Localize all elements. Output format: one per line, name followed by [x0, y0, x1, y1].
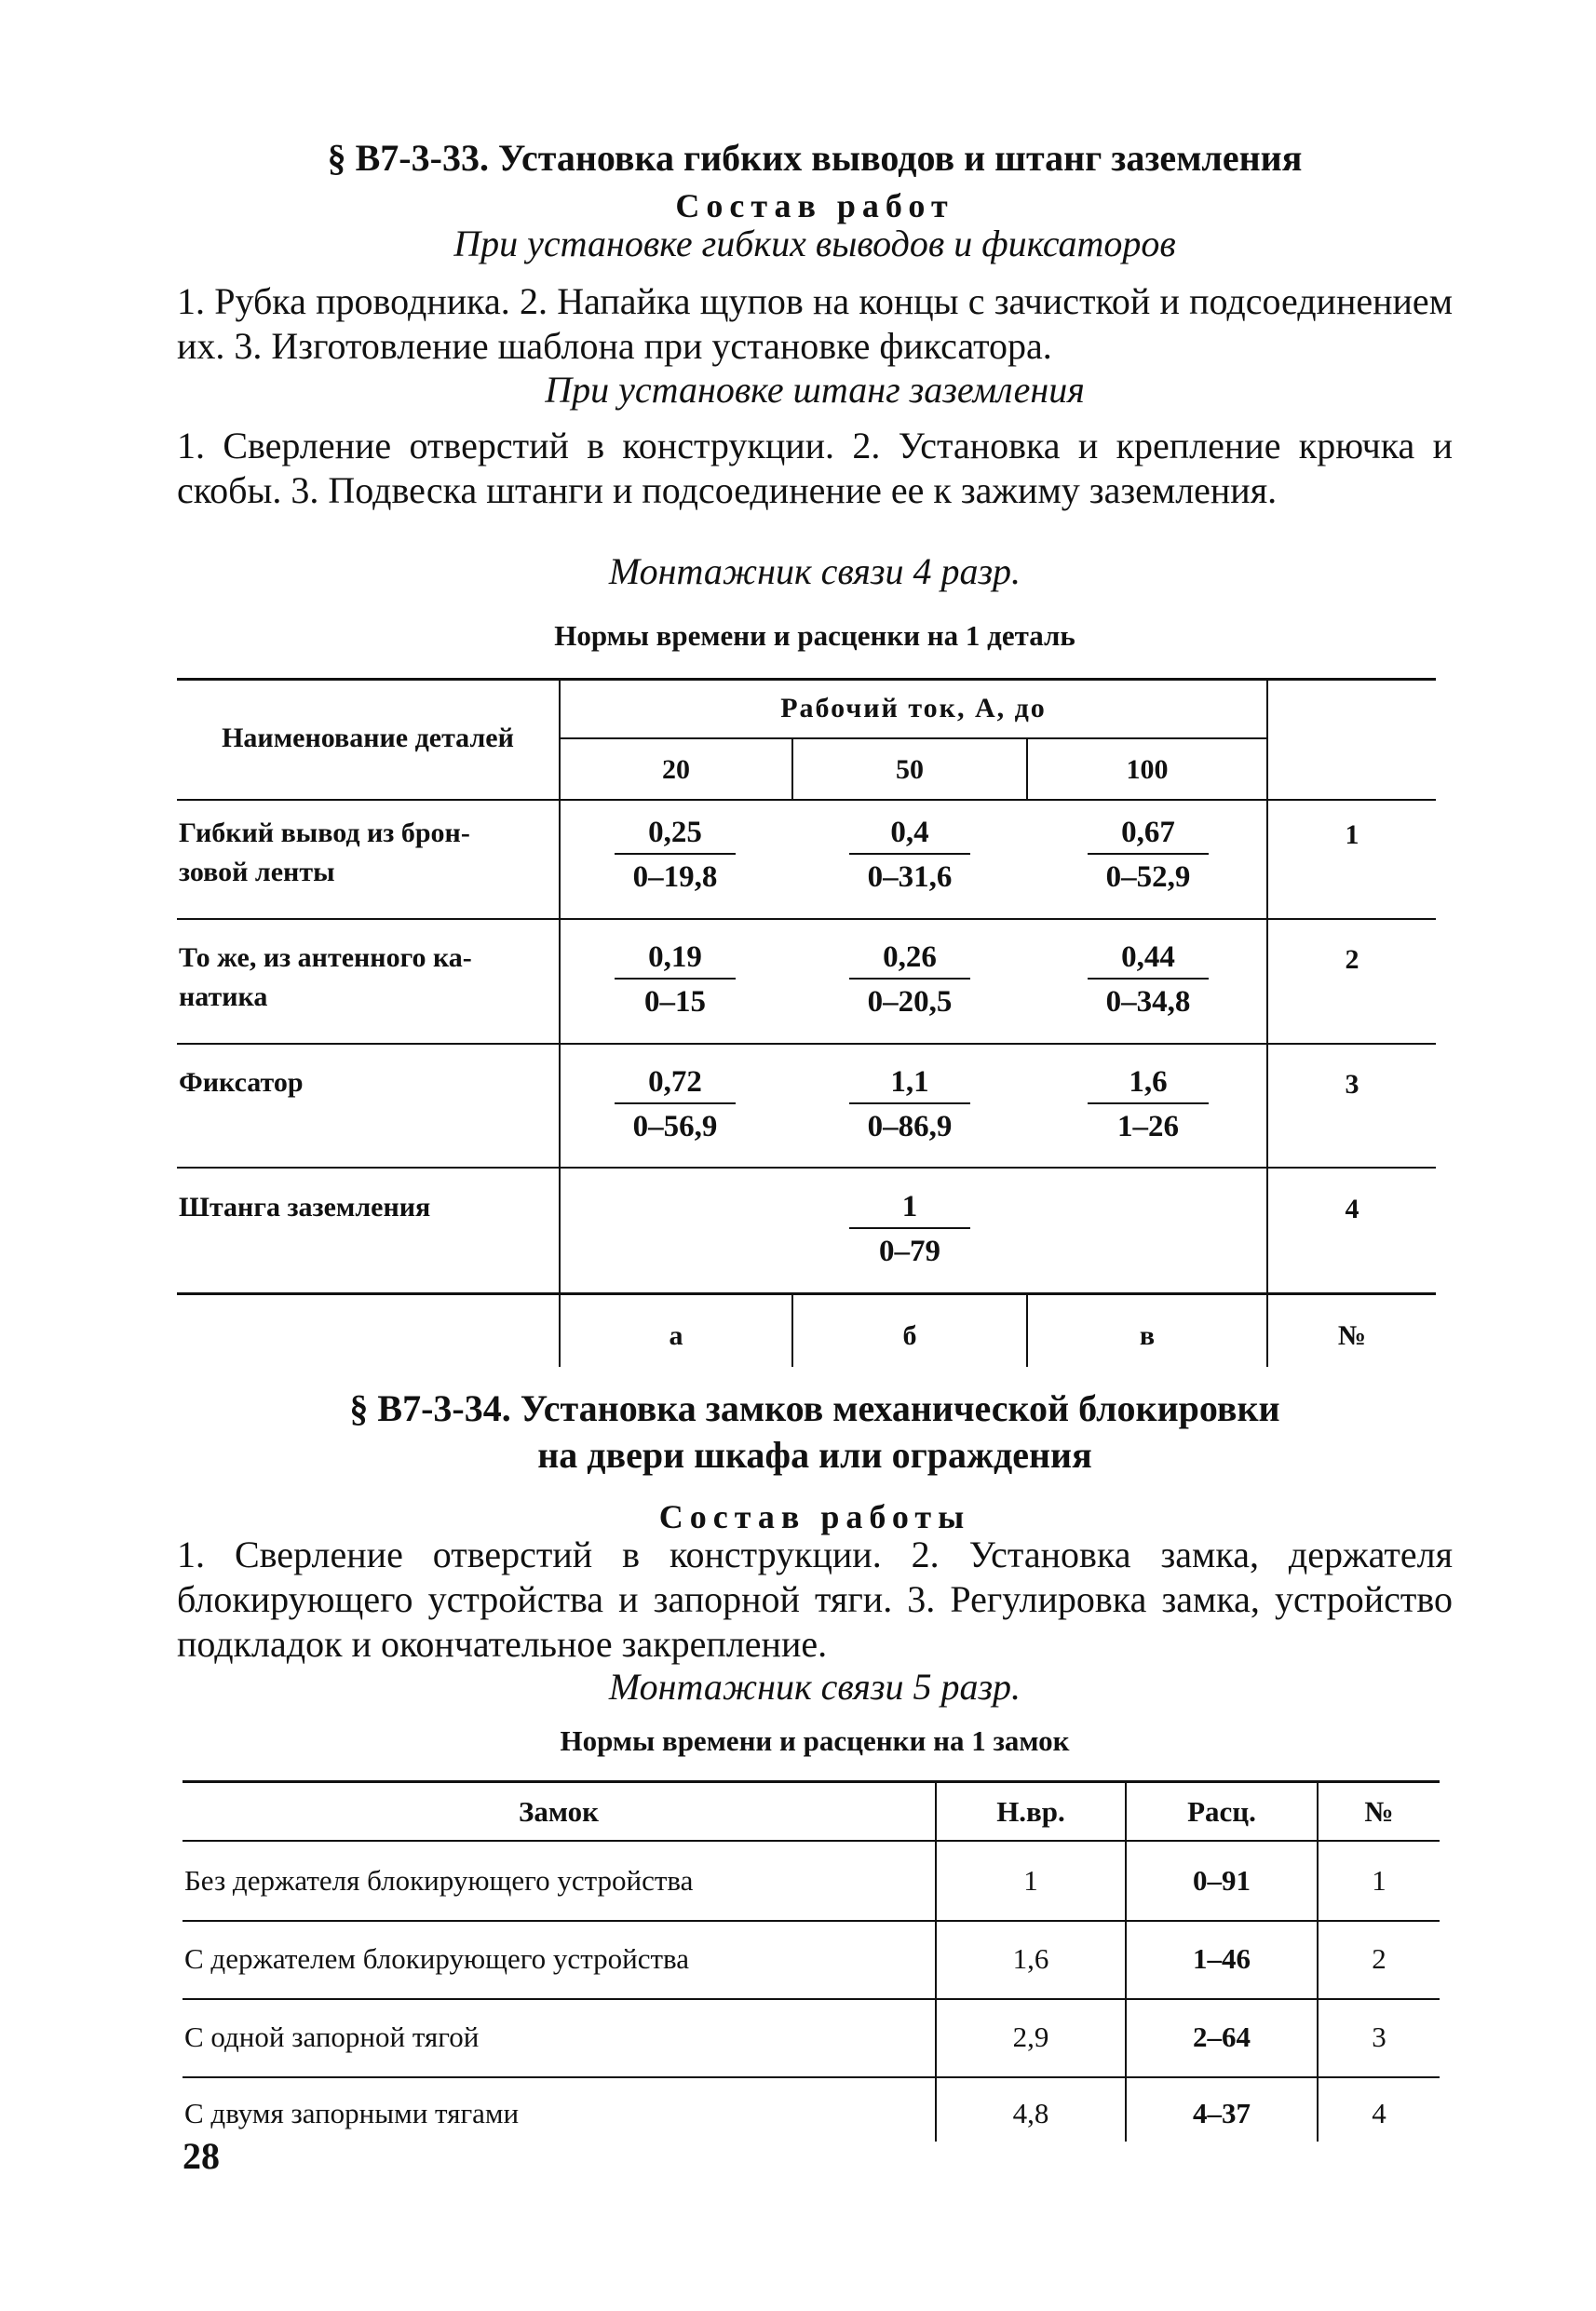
- table-rule: [177, 799, 1436, 801]
- row-name: То же, из антенного ка-: [179, 942, 472, 973]
- column-header: 20: [662, 754, 690, 785]
- column-header: 50: [896, 754, 924, 785]
- fraction-cell: 0,4 0–31,6: [849, 814, 970, 896]
- fraction-cell: 0,25 0–19,8: [615, 814, 736, 896]
- table-rule: [177, 678, 1436, 681]
- row-name: Гибкий вывод из брон-: [179, 818, 470, 848]
- composition-label: Состав работы: [658, 1498, 971, 1535]
- table-rule: [183, 2076, 1440, 2078]
- column-header: Н.вр.: [996, 1795, 1065, 1828]
- row-number: 3: [1345, 1069, 1359, 1100]
- row-number: 4: [1345, 1194, 1359, 1224]
- table-cell: С двумя запорными тягами: [184, 2097, 520, 2129]
- paragraph: 1. Рубка проводника. 2. Напайка щупов на концы с зачисткой и подсоединением их. 3. Изготовление шаблона при установке фиксатора.: [177, 280, 1453, 367]
- column-header: Замок: [519, 1795, 599, 1828]
- fraction-cell: 0,72 0–56,9: [615, 1063, 736, 1145]
- column-header: Расц.: [1187, 1795, 1256, 1828]
- column-header: Наименование деталей: [222, 723, 514, 753]
- column-index: б: [902, 1320, 917, 1351]
- table-caption: Нормы времени и расценки на 1 деталь: [554, 619, 1075, 652]
- column-index: а: [669, 1320, 683, 1351]
- fraction-cell: 0,67 0–52,9: [1088, 814, 1209, 896]
- fraction-cell: 0,44 0–34,8: [1088, 939, 1209, 1020]
- subsection-heading: При установке штанг заземления: [545, 369, 1085, 411]
- table-cell: 4–37: [1193, 2097, 1251, 2129]
- fraction-cell: 1,1 0–86,9: [849, 1063, 970, 1145]
- table-cell: 1: [1372, 1864, 1386, 1897]
- row-number: 2: [1345, 944, 1359, 975]
- table-rule: [177, 1167, 1436, 1169]
- row-name: зовой ленты: [179, 857, 335, 887]
- table-cell: 3: [1372, 2020, 1386, 2053]
- paragraph: 1. Сверление отверстий в конструкции. 2. Установка замка, держателя блокирующего устройства и запорной тяги. 3. Регулировка замка, устройство подкладок и окончательное закрепление.: [177, 1534, 1453, 1665]
- column-index: №: [1337, 1320, 1367, 1351]
- fraction-cell: 1,6 1–26: [1088, 1063, 1209, 1145]
- table-rule: [183, 1840, 1440, 1842]
- section-title: § В7-3-34. Установка замков механической блокировки: [349, 1387, 1280, 1429]
- table-rule: [183, 1998, 1440, 2000]
- fraction-cell: 0,26 0–20,5: [849, 939, 970, 1020]
- table-cell: С одной запорной тягой: [184, 2020, 480, 2053]
- table-cell: 2: [1372, 1942, 1386, 1975]
- row-name: натика: [179, 981, 268, 1012]
- table-cell: 1: [1023, 1864, 1038, 1897]
- table-rule: [177, 918, 1436, 920]
- table-rule: [183, 1780, 1440, 1783]
- worker-grade: Монтажник связи 5 разр.: [608, 1666, 1021, 1708]
- column-header: №: [1364, 1795, 1394, 1828]
- table-cell: Без держателя блокирующего устройства: [184, 1864, 694, 1897]
- row-number: 1: [1345, 819, 1359, 850]
- table-cell: 1–46: [1193, 1942, 1251, 1975]
- table-rule: [177, 1043, 1436, 1045]
- table-cell: 2–64: [1193, 2020, 1251, 2053]
- page-number: 28: [183, 2135, 220, 2177]
- table-cell: 0–91: [1193, 1864, 1251, 1897]
- column-header: 100: [1126, 754, 1169, 785]
- table-cell: 2,9: [1012, 2020, 1049, 2053]
- column-group-header: Рабочий ток, А, до: [780, 693, 1047, 723]
- section-title: на двери шкафа или ограждения: [537, 1434, 1092, 1476]
- table-rule: [177, 1292, 1436, 1295]
- fraction-cell: 1 0–79: [849, 1188, 970, 1270]
- row-name: Штанга заземления: [179, 1192, 431, 1223]
- table-rule: [183, 1920, 1440, 1922]
- section-title: § В7-3-33. Установка гибких выводов и штанг заземления: [327, 137, 1303, 179]
- table-rule: [559, 737, 1266, 739]
- table-cell: 4,8: [1012, 2097, 1049, 2129]
- table-cell: 4: [1372, 2097, 1386, 2129]
- table-rule: [1266, 678, 1268, 1367]
- row-name: Фиксатор: [179, 1067, 304, 1098]
- fraction-cell: 0,19 0–15: [615, 939, 736, 1020]
- table-caption: Нормы времени и расценки на 1 замок: [560, 1724, 1070, 1757]
- table-cell: 1,6: [1012, 1942, 1049, 1975]
- paragraph: 1. Сверление отверстий в конструкции. 2. Установка и крепление крючка и скобы. 3. Подвеска штанги и подсоединение ее к зажиму заземления.: [177, 425, 1453, 511]
- column-index: в: [1139, 1320, 1156, 1351]
- table-cell: С держателем блокирующего устройства: [184, 1942, 690, 1975]
- worker-grade: Монтажник связи 4 разр.: [608, 550, 1021, 592]
- subsection-heading: При установке гибких выводов и фиксаторов: [453, 223, 1176, 264]
- composition-label: Состав работ: [675, 187, 954, 224]
